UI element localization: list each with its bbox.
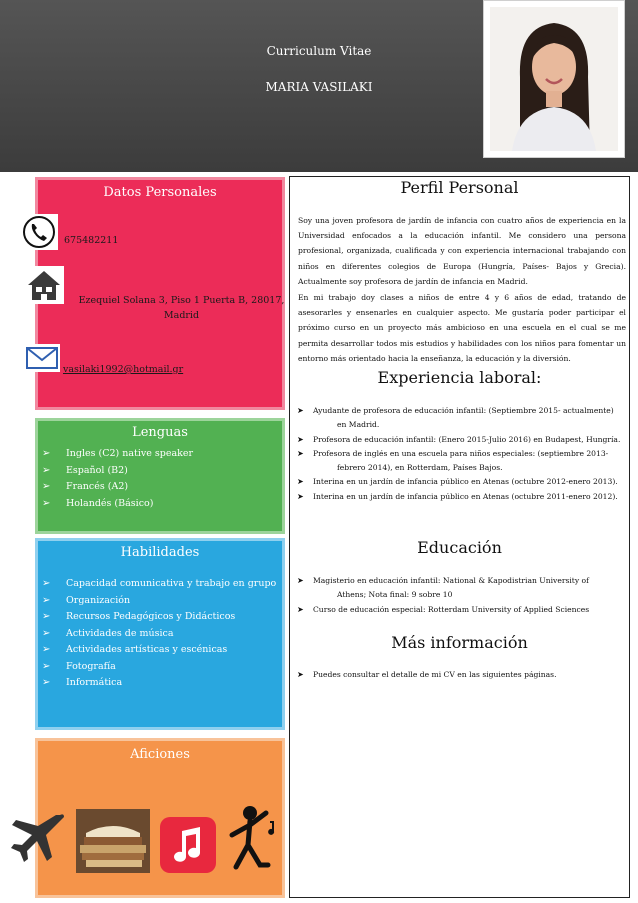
wingding-bullet-icon: ➤ (297, 604, 304, 614)
phone-icon (20, 214, 58, 254)
arrow-bullet-icon: ➢ (42, 611, 51, 622)
list-item: ➢ Actividades de música (38, 626, 282, 643)
experience-list (297, 404, 627, 504)
list-item: ➢ Ingles (C2) native speaker (38, 446, 282, 463)
skills-list (38, 576, 282, 692)
wingding-bullet-icon: ➤ (297, 448, 304, 458)
arrow-bullet-icon: ➢ (42, 644, 51, 655)
more-info-list (297, 668, 627, 682)
wingding-bullet-icon: ➤ (297, 477, 304, 487)
list-item: ➤ Ayudante de profesora de educación infantil: (Septiembre 2015- actualmente) en Madrid. (297, 406, 614, 430)
music-note-icon (160, 817, 216, 877)
list-item: ➢ Holandés (Básico) (38, 496, 282, 513)
house-icon (24, 266, 64, 308)
address-line-2: Madrid (163, 310, 200, 321)
arrow-bullet-icon: ➢ (42, 677, 51, 688)
books-icon (76, 809, 150, 877)
list-item: ➢ Recursos Pedagógicos y Didácticos (38, 609, 282, 626)
profile-title: Perfil Personal (400, 178, 519, 197)
email-link[interactable]: vasilaki1992@hotmail.gr (63, 364, 184, 375)
envelope-icon (24, 344, 60, 376)
hobbies-panel (35, 738, 285, 898)
list-item: ➤ Interina en un jardín de infancia público en Atenas (octubre 2011-enero 2012). (297, 490, 627, 504)
list-item: ➢ Francés (A2) (38, 479, 282, 496)
list-item: ➤ Profesora de inglés en una escuela para niños especiales: (septiembre 2013- febrero 2014), en Rotterdam, Países Bajos. (297, 448, 609, 473)
airplane-icon (10, 807, 70, 871)
list-item: ➢ Informática (38, 675, 282, 692)
arrow-bullet-icon: ➢ (42, 464, 51, 476)
experience-title: Experiencia laboral: (377, 368, 542, 387)
list-item: ➤ Profesora de educación infantil: (Enero 2015-Julio 2016) en Budapest, Hungría. (297, 433, 627, 447)
arrow-bullet-icon: ➢ (42, 594, 51, 606)
wingding-bullet-icon: ➤ (297, 491, 304, 501)
personal-data-panel (35, 177, 285, 410)
address-line-1: Ezequiel Solana 3, Piso 1 Puerta B, 28017, (78, 295, 285, 306)
candidate-name: MARIA VASILAKI (265, 80, 373, 94)
wingding-bullet-icon: ➤ (297, 670, 304, 679)
education-list (297, 574, 627, 617)
languages-list (38, 446, 282, 512)
list-item: ➢ Organización (38, 593, 282, 610)
arrow-bullet-icon: ➢ (42, 578, 51, 589)
more-info-title: Más información (391, 633, 528, 652)
arrow-bullet-icon: ➢ (42, 448, 51, 459)
list-item: ➢ Capacidad comunicativa y trabajo en grupo (38, 576, 282, 593)
cv-title: Curriculum Vitae (266, 44, 372, 58)
list-item: ➤ Magisterio en educación infantil: National & Kapodistrian University of Athens; Nota final: 9 sobre 10 (297, 576, 589, 600)
arrow-bullet-icon: ➢ (42, 481, 51, 492)
phone-number[interactable]: 675482211 (64, 235, 119, 246)
profile-paragraph-2: En mi trabajo doy clases a niños de entre 4 y 6 años de edad, tratando de asesorarles y ensenarles en cualquier aspecto. Me gustaría poder participar el próximo curso en un proyecto más ambicioso en una escuela en el cual se me permita desarrollar todos mis estudios y habilidades con los niños para fomentar un entorno más orientado hacia la enseñanza, la educación y la diversión. (298, 293, 626, 363)
skills-title: Habilidades (120, 545, 200, 560)
address (74, 293, 289, 323)
wingding-bullet-icon: ➤ (297, 406, 304, 415)
education-title: Educación (417, 538, 502, 557)
list-item: ➤ Interina en un jardín de infancia público en Atenas (octubre 2012-enero 2013). (297, 475, 627, 489)
hobbies-title: Aficiones (130, 747, 190, 762)
profile-paragraph-1: Soy una joven profesora de jardín de infancia con cuatro años de experiencia en la Universidad enfocados a la educación infantil. Me considero una persona profesional, organizada, cualificada y con experiencia internacional trabajando con niños en diferentes colegios de Europa (Hungría, Países- Bajos y Grecia). Actualmente soy profesora de jardín de infancia en Madrid. (298, 216, 626, 286)
list-item: ➤ Puedes consultar el detalle de mi CV en las siguientes páginas. (297, 668, 627, 682)
arrow-bullet-icon: ➢ (42, 660, 51, 672)
list-item: ➢ Fotografía (38, 659, 282, 676)
languages-panel (35, 418, 285, 534)
dancer-icon (222, 801, 282, 885)
languages-title: Lenguas (132, 425, 188, 440)
arrow-bullet-icon: ➢ (42, 627, 51, 639)
list-item: ➢ Actividades artísticas y escénicas (38, 642, 282, 659)
list-item: ➤ Curso de educación especial: Rotterdam University of Applied Sciences (297, 603, 627, 617)
list-item: ➢ Español (B2) (38, 463, 282, 480)
wingding-bullet-icon: ➤ (297, 576, 304, 585)
personal-data-title: Datos Personales (103, 185, 217, 200)
arrow-bullet-icon: ➢ (42, 497, 51, 509)
profile-photo (483, 0, 625, 158)
wingding-bullet-icon: ➤ (297, 434, 304, 444)
skills-panel (35, 538, 285, 730)
